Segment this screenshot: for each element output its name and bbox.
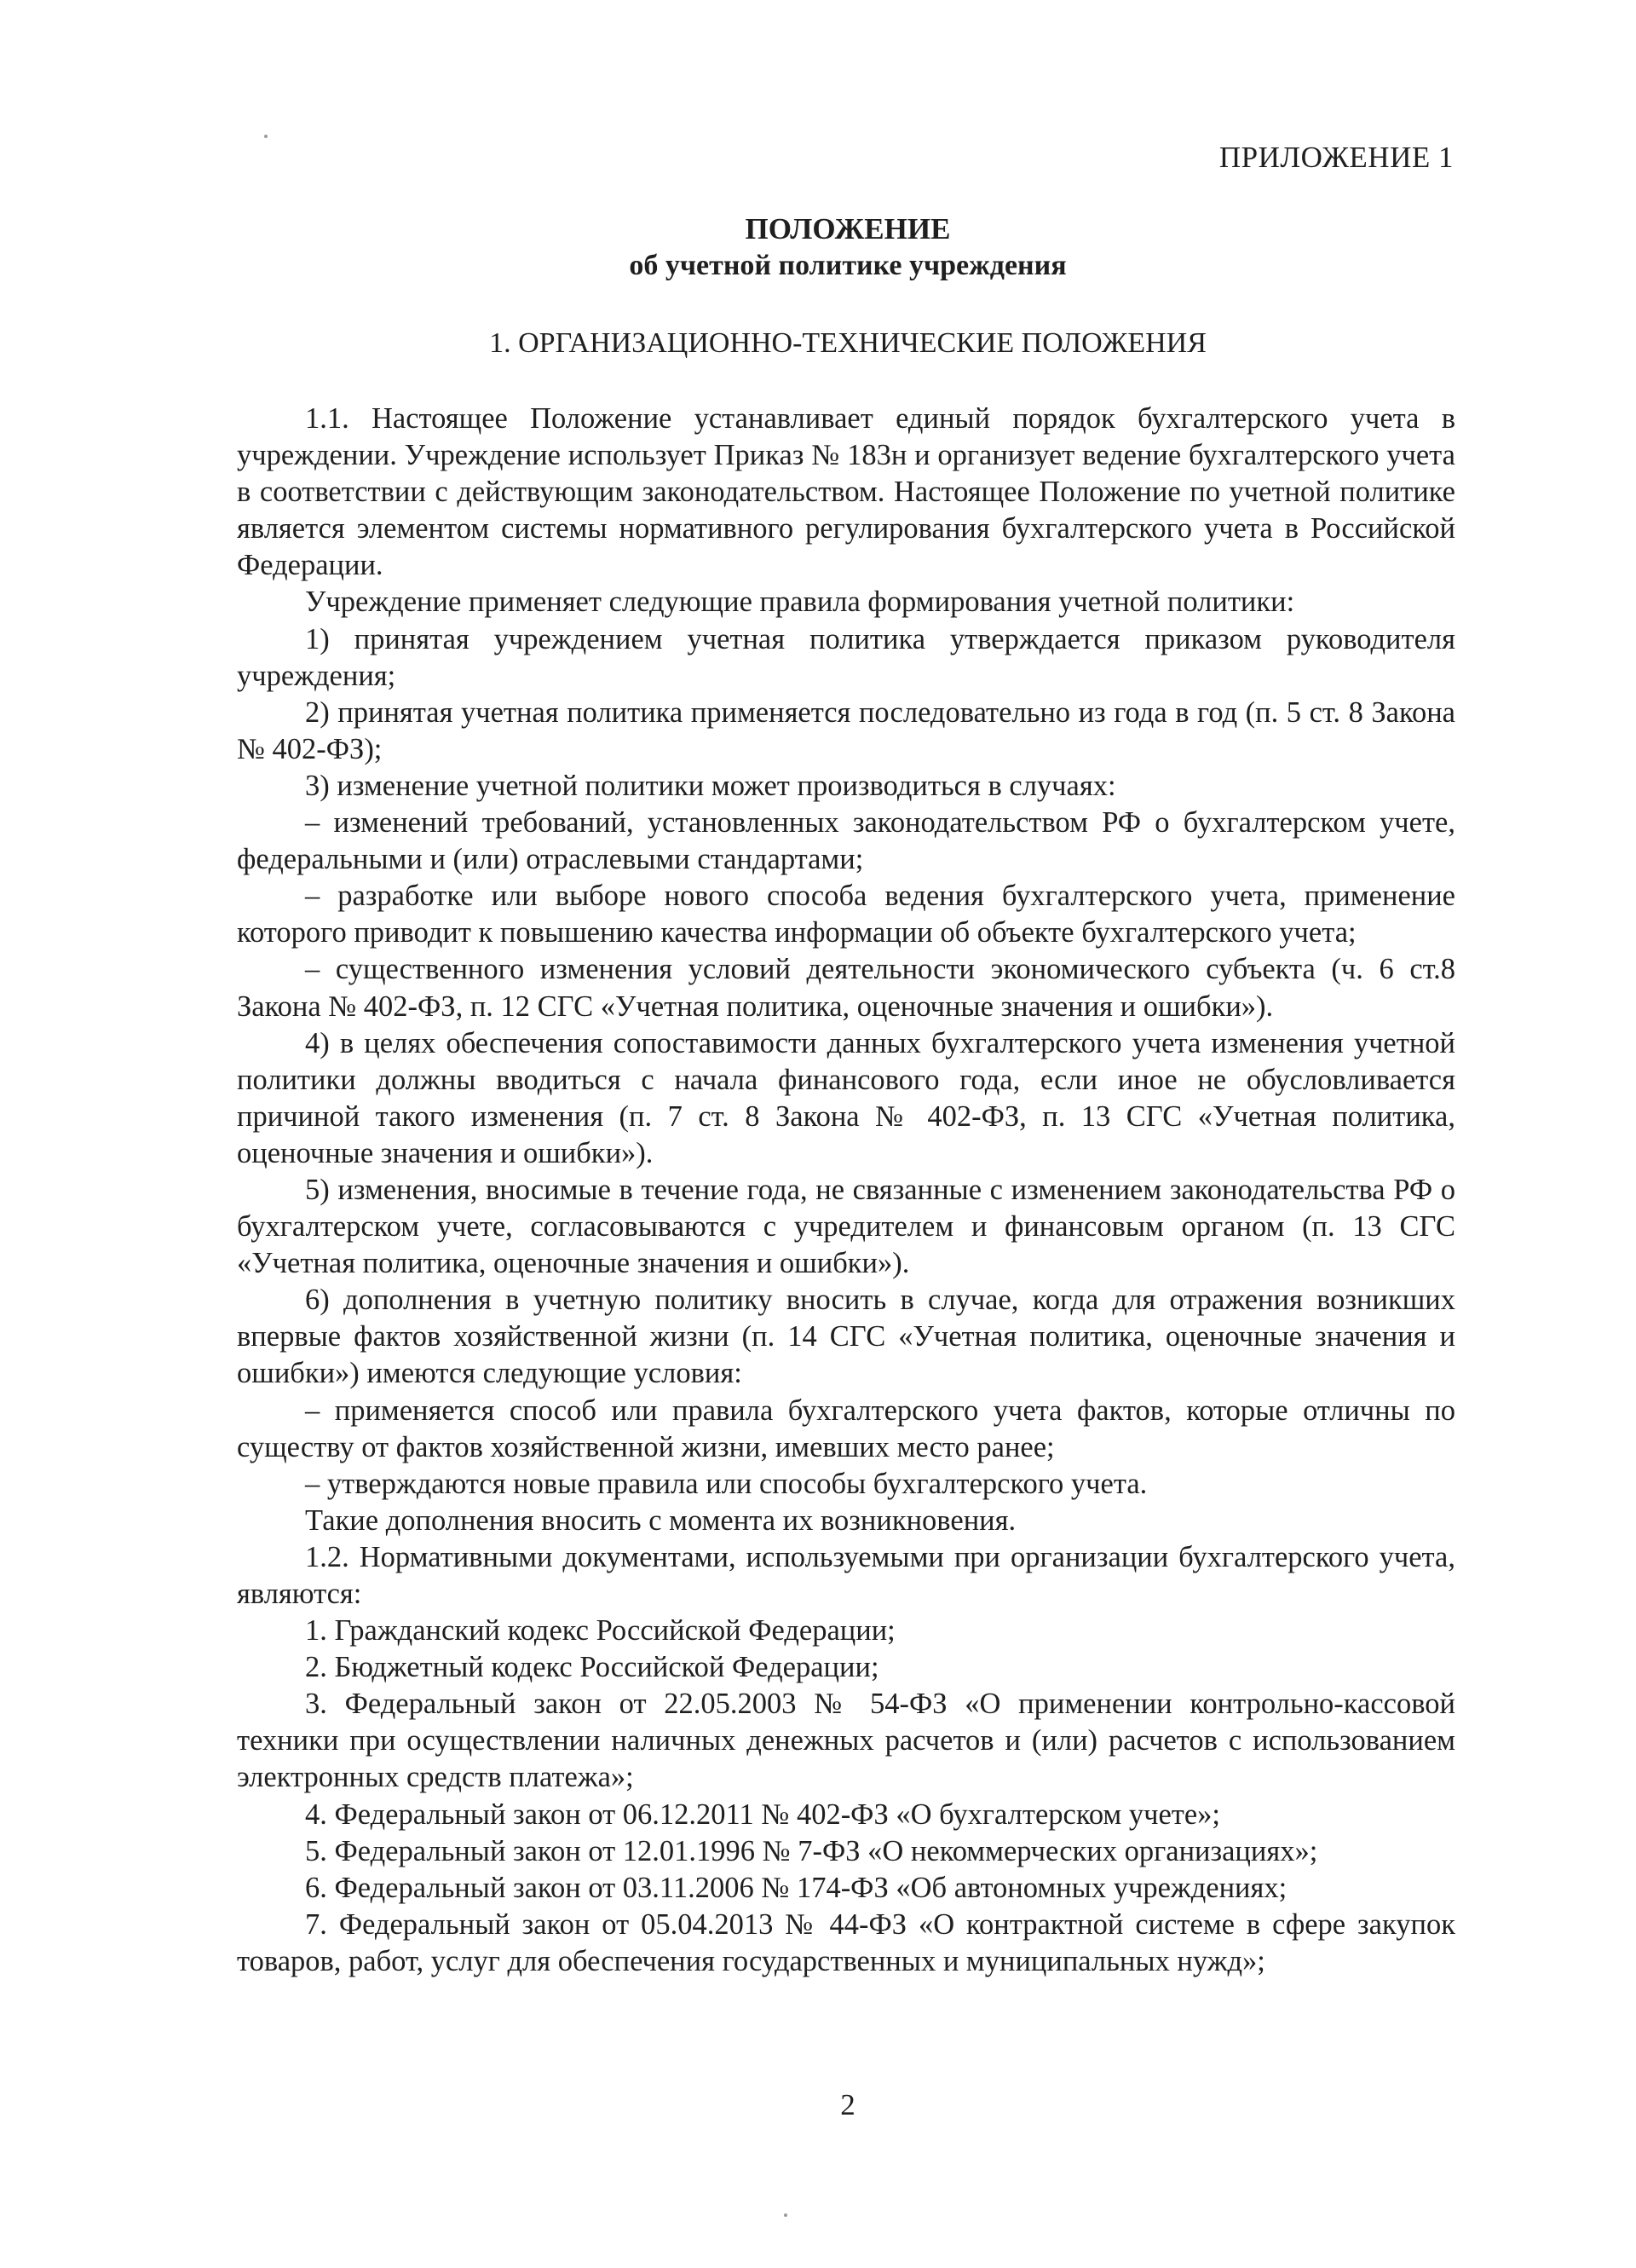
law-list-item-5: 5. Федеральный закон от 12.01.1996 № 7-ФЗ «О некоммерческих организациях»; xyxy=(305,1834,1318,1867)
rule-item-2: 2) принятая учетная политика применяется последовательно из года в год (п. 5 ст. 8 Закона № 402-ФЗ); xyxy=(237,695,1455,765)
law-list-item-4: 4. Федеральный закон от 06.12.2011 № 402-ФЗ «О бухгалтерском учете»; xyxy=(305,1798,1221,1831)
rule-item-3-case-1: – изменений требований, установленных законодательством РФ о бухгалтерском учете, федеральными и (или) отраслевыми стандартами; xyxy=(237,806,1455,876)
scan-speck xyxy=(264,135,268,138)
document-body xyxy=(237,401,1455,1980)
document-subtitle: об учетной политике учреждения xyxy=(629,250,1067,281)
rule-item-3-case-2: – разработке или выборе нового способа ведения бухгалтерского учета, применение которого приводит к повышению качества информации об объекте бухгалтерского учета; xyxy=(237,880,1455,949)
rule-item-5: 5) изменения, вносимые в течение года, не связанные с изменением законодательства РФ о бухгалтерском учете, согласовываются с учредителем и финансовым органом (п. 13 СГС «Учетная политика, оценочные значения и ошибки»). xyxy=(237,1173,1455,1280)
rule-item-6-condition-2: – утверждаются новые правила или способы бухгалтерского учета. xyxy=(305,1467,1148,1500)
appendix-label: ПРИЛОЖЕНИЕ 1 xyxy=(1218,141,1454,174)
law-list-item-6: 6. Федеральный закон от 03.11.2006 № 174-ФЗ «Об автономных учреждениях; xyxy=(305,1871,1287,1904)
rule-item-6-condition-1: – применяется способ или правила бухгалтерского учета фактов, которые отличны по существу от фактов хозяйственной жизни, имевших место ранее; xyxy=(237,1394,1455,1463)
law-list-item-7: 7. Федеральный закон от 05.04.2013 № 44-ФЗ «О контрактной системе в сфере закупок товаров, работ, услуг для обеспечения государственных и муниципальных нужд»; xyxy=(237,1907,1455,1977)
law-list-item-2: 2. Бюджетный кодекс Российской Федерации; xyxy=(305,1651,879,1684)
rule-item-6: 6) дополнения в учетную политику вносить в случае, когда для отражения возникших впервые фактов хозяйственной жизни (п. 14 СГС «Учетная политика, оценочные значения и ошибки») имеются следующие условия: xyxy=(237,1284,1455,1390)
law-list-item-3: 3. Федеральный закон от 22.05.2003 № 54-ФЗ «О применении контрольно-кассовой техники при осуществлении наличных денежных расчетов и (или) расчетов с использованием электронных средств платежа»; xyxy=(237,1688,1455,1794)
rule-item-3: 3) изменение учетной политики может производиться в случаях: xyxy=(305,769,1116,802)
paragraph-rules-intro: Учреждение применяет следующие правила формирования учетной политики: xyxy=(305,586,1295,619)
scan-speck xyxy=(784,2213,787,2217)
paragraph-1-2: 1.2. Нормативными документами, используемыми при организации бухгалтерского учета, являются: xyxy=(237,1540,1455,1610)
law-list-item-1: 1. Гражданский кодекс Российской Федерации; xyxy=(305,1614,896,1648)
rule-item-4: 4) в целях обеспечения сопоставимости данных бухгалтерского учета изменения учетной политики должны вводиться с начала финансового года, если иное не обусловливается причиной такого изменения (п. 7 ст. 8 Закона № 402-ФЗ, п. 13 СГС «Учетная политика, оценочные значения и ошибки»). xyxy=(237,1026,1455,1169)
paragraph-additions: Такие дополнения вносить с момента их возникновения. xyxy=(305,1503,1017,1537)
document-title: ПОЛОЖЕНИЕ xyxy=(745,212,951,245)
page-number: 2 xyxy=(840,2088,855,2121)
paragraph-1-1: 1.1. Настоящее Положение устанавливает единый порядок бухгалтерского учета в учреждении. Учреждение использует Приказ № 183н и организует ведение бухгалтерского учета в соответствии с действующим законодательством. Настоящее Положение по учетной политике является элементом системы нормативного регулирования бухгалтерского учета в Российской Федерации. xyxy=(237,402,1455,582)
rule-item-3-case-3: – существенного изменения условий деятельности экономического субъекта (ч. 6 ст.8 Закона № 402-ФЗ, п. 12 СГС «Учетная политика, оценочные значения и ошибки»). xyxy=(237,953,1455,1023)
section-heading: 1. ОРГАНИЗАЦИОННО-ТЕХНИЧЕСКИЕ ПОЛОЖЕНИЯ xyxy=(489,327,1207,359)
rule-item-1: 1) принятая учреждением учетная политика утверждается приказом руководителя учреждения; xyxy=(237,622,1455,692)
